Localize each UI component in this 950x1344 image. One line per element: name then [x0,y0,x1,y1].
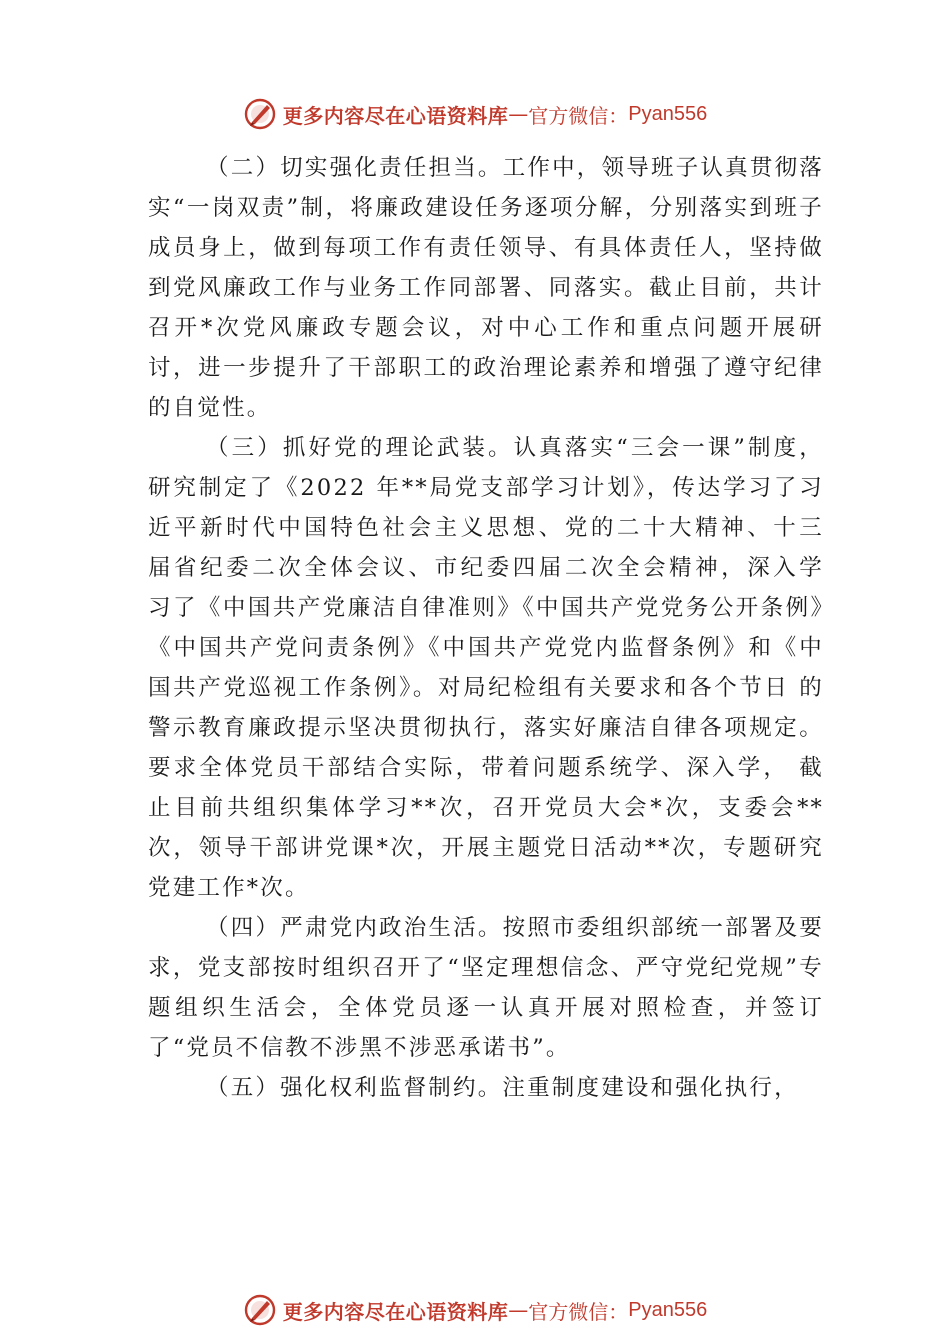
banner-main-text: 更多内容尽在心语资料库 [282,103,509,128]
banner-separator: — [508,102,529,126]
banner-prefix: 官方微信： [528,103,629,128]
paragraph-2: （二）切实强化责任担当。工作中，领导班子认真贯彻落实“一岗双责”制，将廉政建设任务逐项分解，分别落实到班子成员身上，做到每项工作有责任领导、有具体责任人，坚持做到党风廉政工作与业务工作同部署、同落实。截止目前，共计召开*次党风廉政专题会议，对中心工作和重点问题开展研讨，进一步提升了干部职工的政治理论素养和增强了遵守纪律的自觉性。 [148,155,824,421]
banner-separator: — [508,1298,529,1322]
banner-prefix: 官方微信： [528,1299,629,1324]
footer-banner [0,1288,950,1332]
paragraph-4: （四）严肃党内政治生活。按照市委组织部统一部署及要求，党支部按时组织召开了“坚定理想信念、严守党纪党规”专题组织生活会，全体党员逐一认真开展对照检查，并签订了“党员不信教不涉黑不涉恶承诺书”。 [148,915,824,1061]
banner-main-text: 更多内容尽在心语资料库 [282,1299,509,1324]
paragraph-5: （五）强化权利监督制约。注重制度建设和强化执行， [206,1075,799,1101]
quill-pen-seal-icon [243,97,277,131]
header-banner [0,92,950,136]
paragraph-3: （三）抓好党的理论武装。认真落实“三会一课”制度，研究制定了《2022 年**局党支部学习计划》，传达学习了习近平新时代中国特色社会主义思想、党的二十大精神、十三 届省纪委二次全体会议、市纪委四届二次全会精神，深入学 习了《中国共产党廉洁自律准则》《中国共产党党务公开条例》《中国共产党问责条例》《中国共产党党内监督条例》和《中 国共产党巡视工作条例》。对局纪检组有关要求和各个节日 的警示教育廉政提示坚决贯彻执行，落实好廉洁自律各项规定。要求全体党员干部结合实际，带着问题系统学、深入学， 截止目前共组织集体学习**次，召开党员大会*次，支委会** 次，领导干部讲党课*次，开展主题党日活动**次，专题研究党建工作*次。 [148,435,824,901]
quill-pen-seal-icon [243,1293,277,1327]
banner-account: Pyan556 [628,1298,708,1321]
document-body [148,148,824,1108]
banner-account: Pyan556 [628,102,708,125]
